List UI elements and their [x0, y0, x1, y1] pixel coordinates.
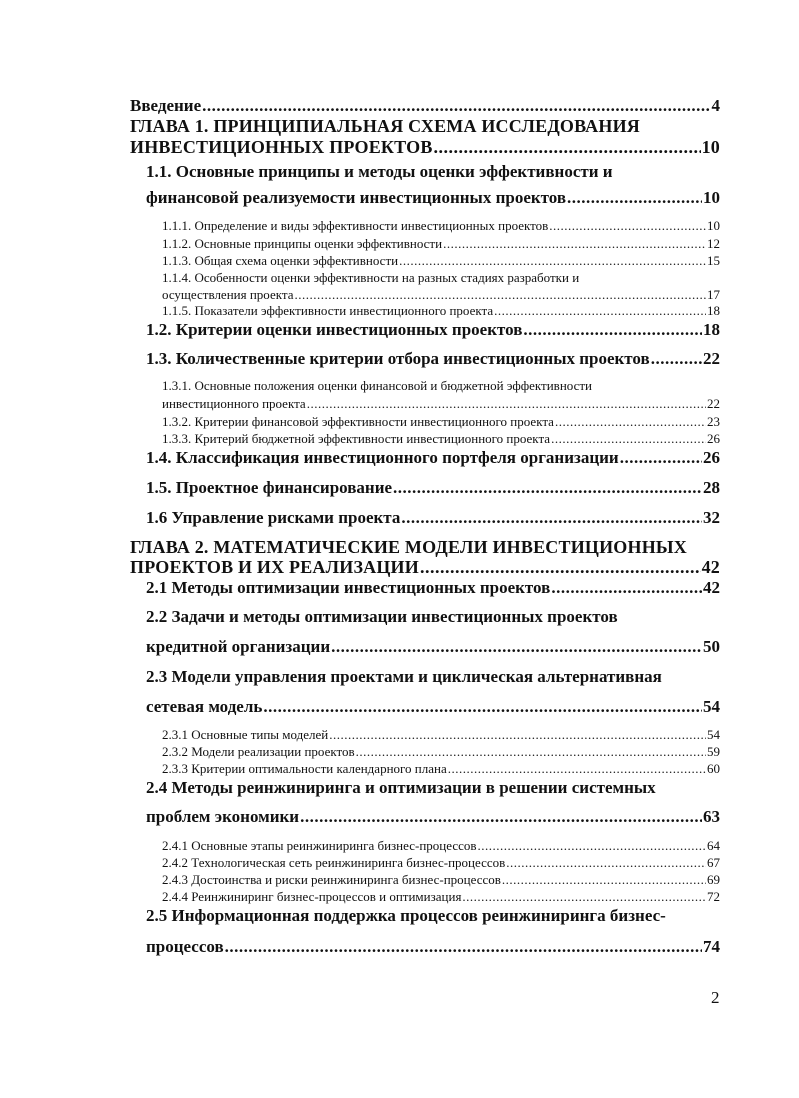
toc-page: 23 [707, 414, 720, 429]
toc-entry-1-3-3[interactable] [162, 431, 720, 447]
toc-entry-2-4-3[interactable] [162, 872, 720, 888]
toc-page: 32 [703, 508, 720, 527]
toc-entry-1-1-4[interactable] [162, 287, 720, 303]
toc-entry-1-1-3[interactable] [162, 253, 720, 269]
toc-title: 1.4. Классификация инвестиционного портфеля организации [146, 448, 619, 467]
toc-page: 10 [707, 218, 720, 233]
toc-title: 2.3.2 Модели реализации проектов [162, 744, 355, 759]
toc-title: 1.5. Проектное финансирование [146, 478, 393, 497]
toc-title: сетевая модель [146, 697, 263, 716]
toc-entry-2-3-2[interactable] [162, 744, 720, 760]
toc-entry-section-1-6[interactable] [146, 508, 720, 528]
toc-page: 17 [707, 287, 720, 302]
toc-page: 10 [701, 137, 720, 157]
toc-page: 12 [707, 236, 720, 251]
toc-title: 2.3.1 Основные типы моделей [162, 727, 329, 742]
toc-title: 2.1 Методы оптимизации инвестиционных проектов [146, 578, 551, 597]
toc-page: 15 [707, 253, 720, 268]
toc-entry-section-1-2[interactable] [146, 320, 720, 340]
toc-title: финансовой реализуемости инвестиционных проектов [146, 188, 567, 207]
toc-entry-2-3-3[interactable] [162, 761, 720, 777]
toc-title: 2.4.1 Основные этапы реинжиниринга бизнес-процессов [162, 838, 477, 853]
toc-title: осуществления проекта [162, 287, 294, 302]
toc-title: 1.3.2. Критерии финансовой эффективности инвестиционного проекта [162, 414, 554, 429]
toc-page: 64 [707, 838, 720, 853]
toc-entry-1-3-1-line1[interactable]: 1.3.1. Основные положения оценки финансовой и бюджетной эффективности [162, 378, 593, 393]
toc-page: 4 [711, 96, 720, 115]
toc-title: 1.1.5. Показатели эффективности инвестиционного проекта [162, 303, 494, 318]
toc-page: 67 [707, 855, 720, 870]
toc-entry-2-3-1[interactable] [162, 727, 720, 743]
toc-title: 2.4.3 Достоинства и риски реинжиниринга бизнес-процессов [162, 872, 501, 887]
toc-entry-section-1-4[interactable] [146, 448, 720, 468]
toc-page: 28 [703, 478, 720, 497]
toc-page: 42 [701, 557, 720, 577]
section-2-3-line1[interactable]: 2.3 Модели управления проектами и циклическая альтернативная [146, 667, 662, 686]
toc-title: 1.2. Критерии оценки инвестиционных проектов [146, 320, 523, 339]
toc-page: 54 [703, 697, 720, 716]
toc-entry-2-4-4[interactable] [162, 889, 720, 905]
toc-entry-1-3-1[interactable] [162, 396, 720, 412]
toc-title: процессов [146, 937, 224, 956]
toc-title: ИНВЕСТИЦИОННЫХ ПРОЕКТОВ [130, 137, 433, 157]
section-1-1-line1[interactable]: 1.1. Основные принципы и методы оценки эффективности и [146, 162, 613, 181]
toc-entry-1-1-4-line1[interactable]: 1.1.4. Особенности оценки эффективности на разных стадиях разработки и [162, 270, 580, 285]
toc-title: проблем экономики [146, 807, 300, 826]
toc-entry-section-2-3[interactable] [146, 697, 720, 717]
toc-entry-section-1-1[interactable] [146, 188, 720, 208]
toc-entry-section-2-5[interactable] [146, 937, 720, 957]
section-2-5-line1[interactable]: 2.5 Информационная поддержка процессов реинжиниринга бизнес- [146, 906, 666, 925]
toc-page: 54 [707, 727, 720, 742]
toc-title: 1.1.3. Общая схема оценки эффективности [162, 253, 399, 268]
toc-page: 18 [707, 303, 720, 318]
toc-entry-1-3-2[interactable] [162, 414, 720, 430]
chapter-1-title-line1[interactable]: ГЛАВА 1. ПРИНЦИПИАЛЬНАЯ СХЕМА ИССЛЕДОВАНИЯ [130, 116, 640, 136]
toc-title: 1.6 Управление рисками проекта [146, 508, 401, 527]
chapter-2-title-line1[interactable]: ГЛАВА 2. МАТЕМАТИЧЕСКИЕ МОДЕЛИ ИНВЕСТИЦИОННЫХ [130, 537, 687, 557]
toc-page: 59 [707, 744, 720, 759]
toc-title: кредитной организации [146, 637, 331, 656]
toc-page: 74 [703, 937, 720, 956]
toc-title: 1.3.3. Критерий бюджетной эффективности инвестиционного проекта [162, 431, 551, 446]
toc-title: 1.3. Количественные критерии отбора инвестиционных проектов [146, 349, 650, 368]
toc-page: 26 [703, 448, 720, 467]
toc-title: 2.3.3 Критерии оптимальности календарного плана [162, 761, 447, 776]
toc-title: 2.4.2 Технологическая сеть реинжиниринга бизнес-процессов [162, 855, 506, 870]
section-2-4-line1[interactable]: 2.4 Методы реинжиниринга и оптимизации в решении системных [146, 778, 656, 797]
toc-title: Введение [130, 96, 202, 115]
toc-entry-1-1-1[interactable] [162, 218, 720, 234]
toc-page: 63 [703, 807, 720, 826]
toc-page: 22 [707, 396, 720, 411]
toc-entry-2-4-2[interactable] [162, 855, 720, 871]
toc-entry-2-4-1[interactable] [162, 838, 720, 854]
toc-entry-section-1-5[interactable] [146, 478, 720, 498]
toc-entry-intro[interactable] [130, 96, 720, 116]
toc-title: ПРОЕКТОВ И ИХ РЕАЛИЗАЦИИ [130, 557, 419, 577]
toc-title: инвестиционного проекта [162, 396, 306, 411]
toc-entry-1-1-5[interactable] [162, 303, 720, 319]
toc-title: 1.1.1. Определение и виды эффективности инвестиционных проектов [162, 218, 549, 233]
toc-page: 69 [707, 872, 720, 887]
toc-page: 72 [707, 889, 720, 904]
toc-page: 10 [703, 188, 720, 207]
toc-page: 60 [707, 761, 720, 776]
toc-entry-section-2-2[interactable] [146, 637, 720, 657]
section-2-2-line1[interactable]: 2.2 Задачи и методы оптимизации инвестиционных проектов [146, 607, 618, 626]
toc-entry-section-2-1[interactable] [146, 578, 720, 598]
toc-title: 1.1.2. Основные принципы оценки эффективности [162, 236, 443, 251]
toc-page: 18 [703, 320, 720, 339]
toc-title: 2.4.4 Реинжиниринг бизнес-процессов и оптимизация [162, 889, 462, 904]
toc-entry-chapter-1[interactable] [130, 137, 720, 158]
toc-page: 26 [707, 431, 720, 446]
toc-page: 50 [703, 637, 720, 656]
toc-entry-1-1-2[interactable] [162, 236, 720, 252]
toc-page: 42 [703, 578, 720, 597]
toc-entry-section-2-4[interactable] [146, 807, 720, 827]
toc-entry-section-1-3[interactable] [146, 349, 720, 369]
page-number: 2 [711, 988, 720, 1007]
toc-page: 22 [703, 349, 720, 368]
toc-entry-chapter-2[interactable] [130, 557, 720, 578]
